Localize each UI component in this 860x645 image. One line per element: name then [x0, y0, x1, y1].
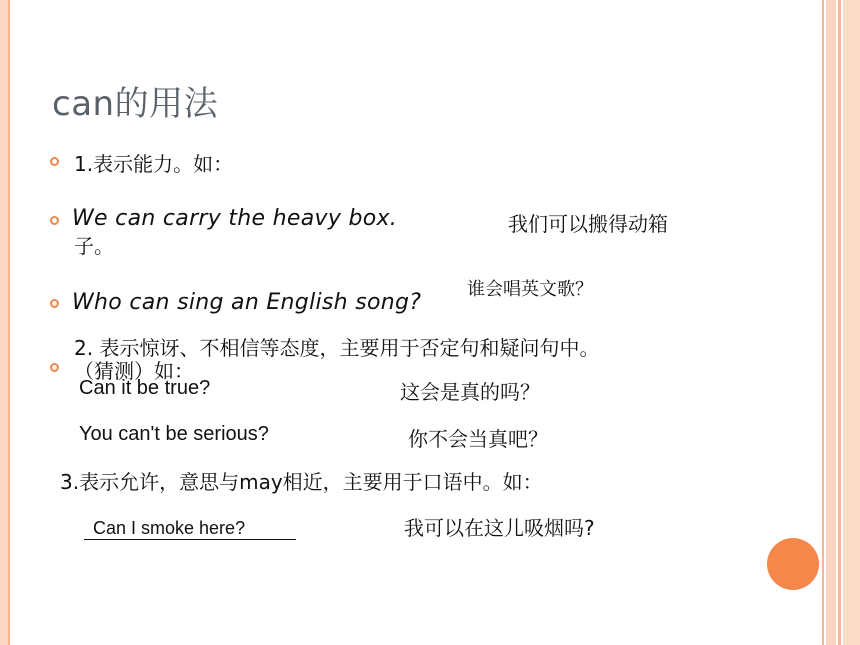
example-serious-en: You can't be serious? [79, 423, 269, 445]
point-surprise-line1: 2. 表示惊讶、不相信等态度，主要用于否定句和疑问句中。 [74, 336, 600, 360]
bullet-icon [50, 363, 59, 372]
example-serious-cn: 你不会当真吧？ [408, 427, 548, 451]
example-sing-song-cn: 谁会唱英文歌？ [467, 279, 593, 300]
bullet-icon [50, 299, 59, 308]
example-smoke-cn: 我可以在这儿吸烟吗? [404, 516, 595, 540]
right-stripe-3 [838, 0, 841, 645]
bullet-icon [50, 157, 59, 166]
right-stripe-2 [826, 0, 836, 645]
underline [84, 539, 296, 540]
point-permission: 3.表示允许，意思与may相近，主要用于口语中。如： [60, 470, 543, 494]
example-true-cn: 这会是真的吗？ [400, 380, 540, 404]
bullet-icon [50, 216, 59, 225]
decorative-circle [767, 538, 819, 590]
example-sing-song-en: Who can sing an English song? [72, 290, 422, 315]
example-carry-box-en: We can carry the heavy box. [72, 206, 398, 231]
example-true-en: Can it be true? [79, 377, 211, 399]
point-ability: 1.表示能力。如： [74, 152, 234, 176]
left-border-stripe [0, 0, 8, 645]
example-carry-box-cn: 我们可以搬得动箱 [508, 212, 668, 236]
left-border-line [8, 0, 10, 645]
example-smoke-en: Can I smoke here? [93, 518, 246, 538]
point-surprise-line2: （猜测）如： [74, 359, 194, 383]
right-stripe-1 [822, 0, 824, 645]
slide-title: can的用法 [52, 84, 219, 124]
right-stripe-4 [843, 0, 860, 645]
example-carry-box-cn-wrap: 子。 [74, 234, 114, 258]
